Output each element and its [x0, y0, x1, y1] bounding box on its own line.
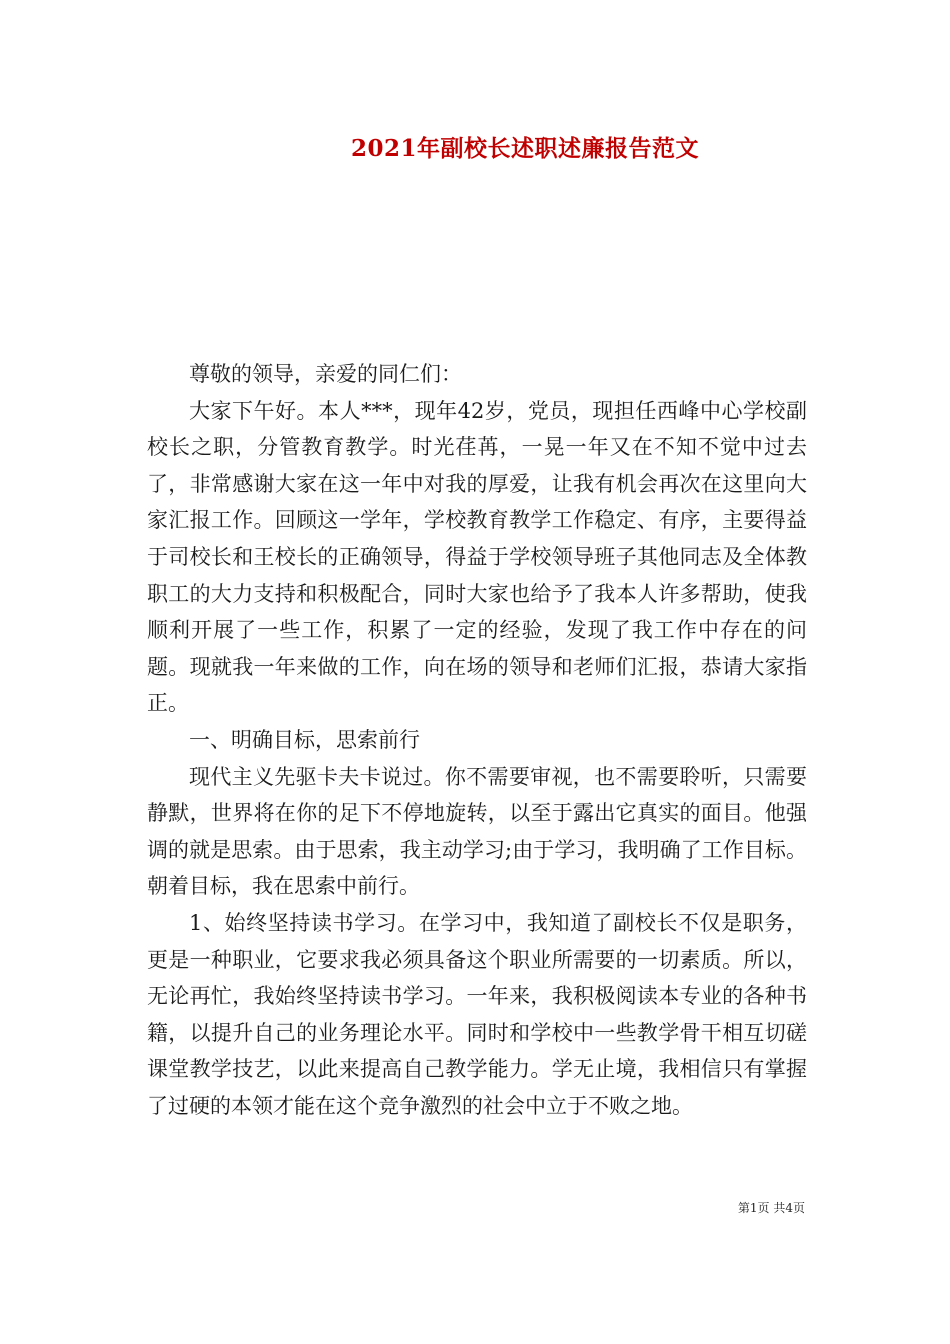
paragraph-greeting: 尊敬的领导，亲爱的同仁们：: [189, 362, 462, 386]
document-body: [147, 356, 807, 1124]
paragraph-item-1: 1、始终坚持读书学习。在学习中，我知道了副校长不仅是职务，更是一种职业，它要求我必须具备这个职业所需要的一切素质。所以，无论再忙，我始终坚持读书学习。一年来，我积极阅读本专业的各种书籍，以提升自己的业务理论水平。同时和学校中一些教学骨干相互切磋课堂教学技艺，以此来提高自己教学能力。学无止境，我相信只有掌握了过硬的本领才能在这个竞争激烈的社会中立于不败之地。: [147, 910, 807, 1118]
section-heading-1: 一、明确目标，思索前行: [189, 727, 420, 752]
paragraph-introduction: 大家下午好。本人***，现年42岁，党员，现担任西峰中心学校副校长之职，分管教育教学。时光荏苒，一晃一年又在不知不觉中过去了，非常感谢大家在这一年中对我的厚爱，让我有机会再次在这里向大家汇报工作。回顾这一学年，学校教育教学工作稳定、有序，主要得益于司校长和王校长的正确领导，得益于学校领导班子其他同志及全体教职工的大力支持和积极配合，同时大家也给予了我本人许多帮助，使我顺利开展了一些工作，积累了一定的经验，发现了我工作中存在的问题。现就我一年来做的工作，向在场的领导和老师们汇报，恭请大家指正。: [147, 398, 807, 716]
paragraph-section-1: 现代主义先驱卡夫卡说过。你不需要审视，也不需要聆听，只需要静默，世界将在你的足下不停地旋转，以至于露出它真实的面目。他强调的就是思索。由于思索，我主动学习;由于学习，我明确了工作目标。朝着目标，我在思索中前行。: [147, 764, 807, 899]
page-number-footer: 第1页 共4页: [737, 1201, 805, 1215]
document-title: 2021年副校长述职述廉报告范文: [350, 135, 699, 162]
